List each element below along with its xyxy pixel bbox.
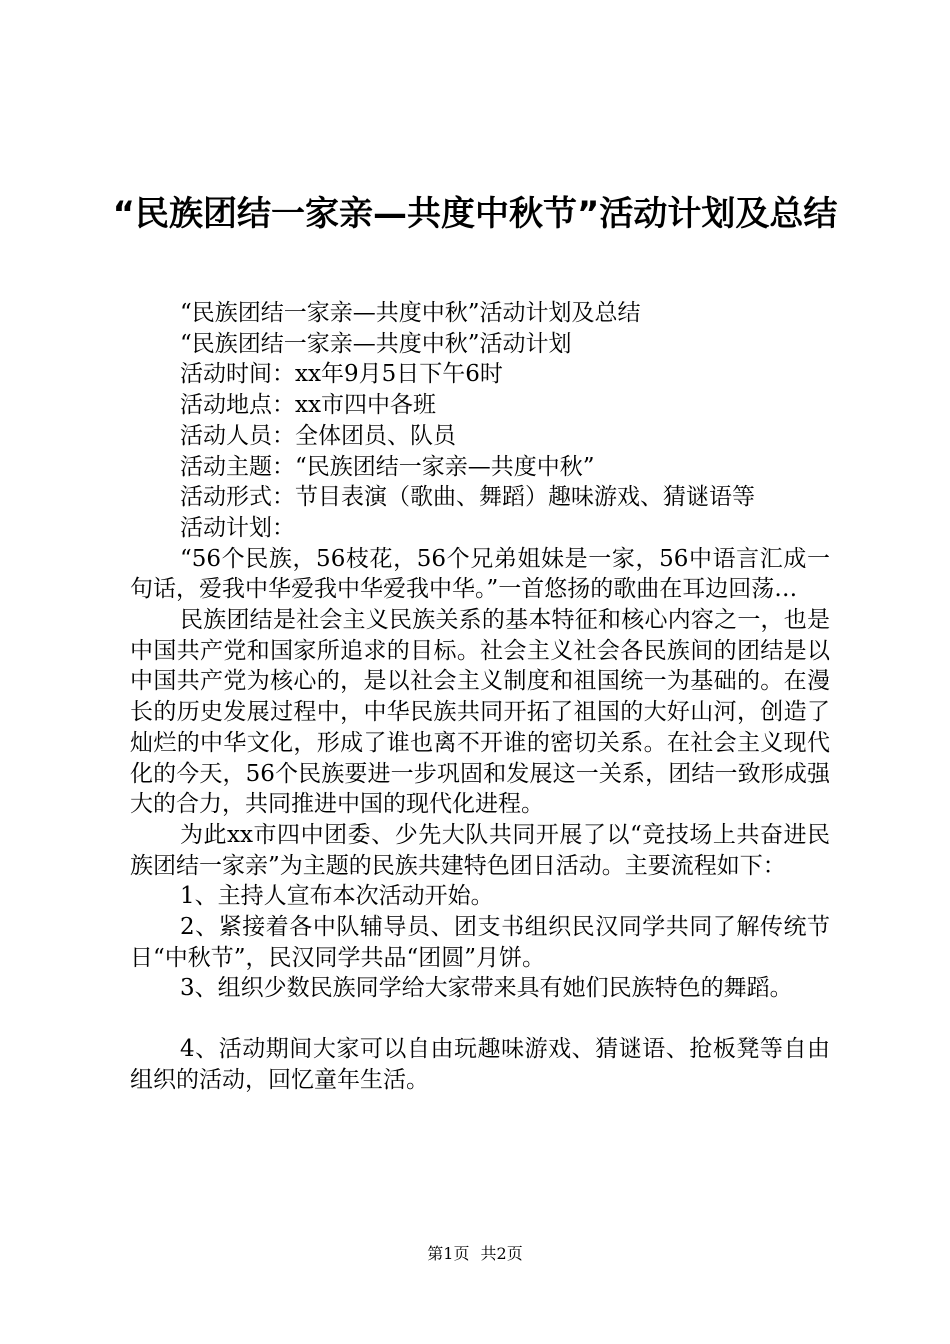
page-total: 共2页	[480, 1244, 523, 1263]
activity-time-line: 活动时间：xx年9月5日下午6时	[180, 361, 503, 388]
activity-format-line: 活动形式：节目表演（歌曲、舞蹈）趣味游戏、猜谜语等	[180, 484, 755, 511]
event-intro-paragraph: 为此xx市四中团委、少先大队共同开展了以“竞技场上共奋进民族团结一家亲”为主题的民族共建特色团日活动。主要流程如下：	[130, 821, 830, 879]
song-paragraph: “56个民族，56枝花，56个兄弟姐妹是一家，56中语言汇成一句话，爱我中华爱我中华爱我中华。”一首悠扬的歌曲在耳边回荡…	[130, 545, 830, 603]
plan-heading-line: “民族团结一家亲—共度中秋”活动计划	[180, 330, 572, 357]
paragraph-spacer	[130, 1004, 830, 1034]
activity-location-line: 活动地点：xx市四中各班	[180, 392, 436, 419]
step-2-paragraph: 2、紧接着各中队辅导员、团支书组织民汉同学共同了解传统节日“中秋节”，民汉同学共品“团圆”月饼。	[130, 914, 830, 971]
activity-participants-line: 活动人员：全体团员、队员	[180, 422, 456, 449]
subtitle-line: “民族团结一家亲—共度中秋”活动计划及总结	[180, 300, 641, 326]
activity-theme-line: 活动主题：“民族团结一家亲—共度中秋”	[180, 453, 595, 480]
step-4-paragraph: 4、活动期间大家可以自由玩趣味游戏、猜谜语、抢板凳等自由组织的活动，回忆童年生活。	[130, 1036, 830, 1093]
page-footer	[0, 1244, 950, 1264]
document-body	[130, 298, 830, 1096]
document-title: “民族团结一家亲—共度中秋节”活动计划及总结	[112, 194, 838, 234]
step-3-paragraph: 3、组织少数民族同学给大家带来具有她们民族特色的舞蹈。	[180, 975, 793, 1002]
page-number: 第1页	[427, 1244, 470, 1263]
activity-plan-line: 活动计划：	[180, 514, 295, 541]
step-1-paragraph: 1、主持人宣布本次活动开始。	[180, 883, 494, 910]
unity-paragraph: 民族团结是社会主义民族关系的基本特征和核心内容之一，也是中国共产党和国家所追求的目标。社会主义社会各民族间的团结是以中国共产党为核心的，是以社会主义制度和祖国统一为基础的。在漫长的历史发展过程中，中华民族共同开拓了祖国的大好山河，创造了灿烂的中华文化，形成了谁也离不开谁的密切关系。在社会主义现代化的今天，56个民族要进一步巩固和发展这一关系，团结一致形成强大的合力，共同推进中国的现代化进程。	[130, 607, 830, 818]
